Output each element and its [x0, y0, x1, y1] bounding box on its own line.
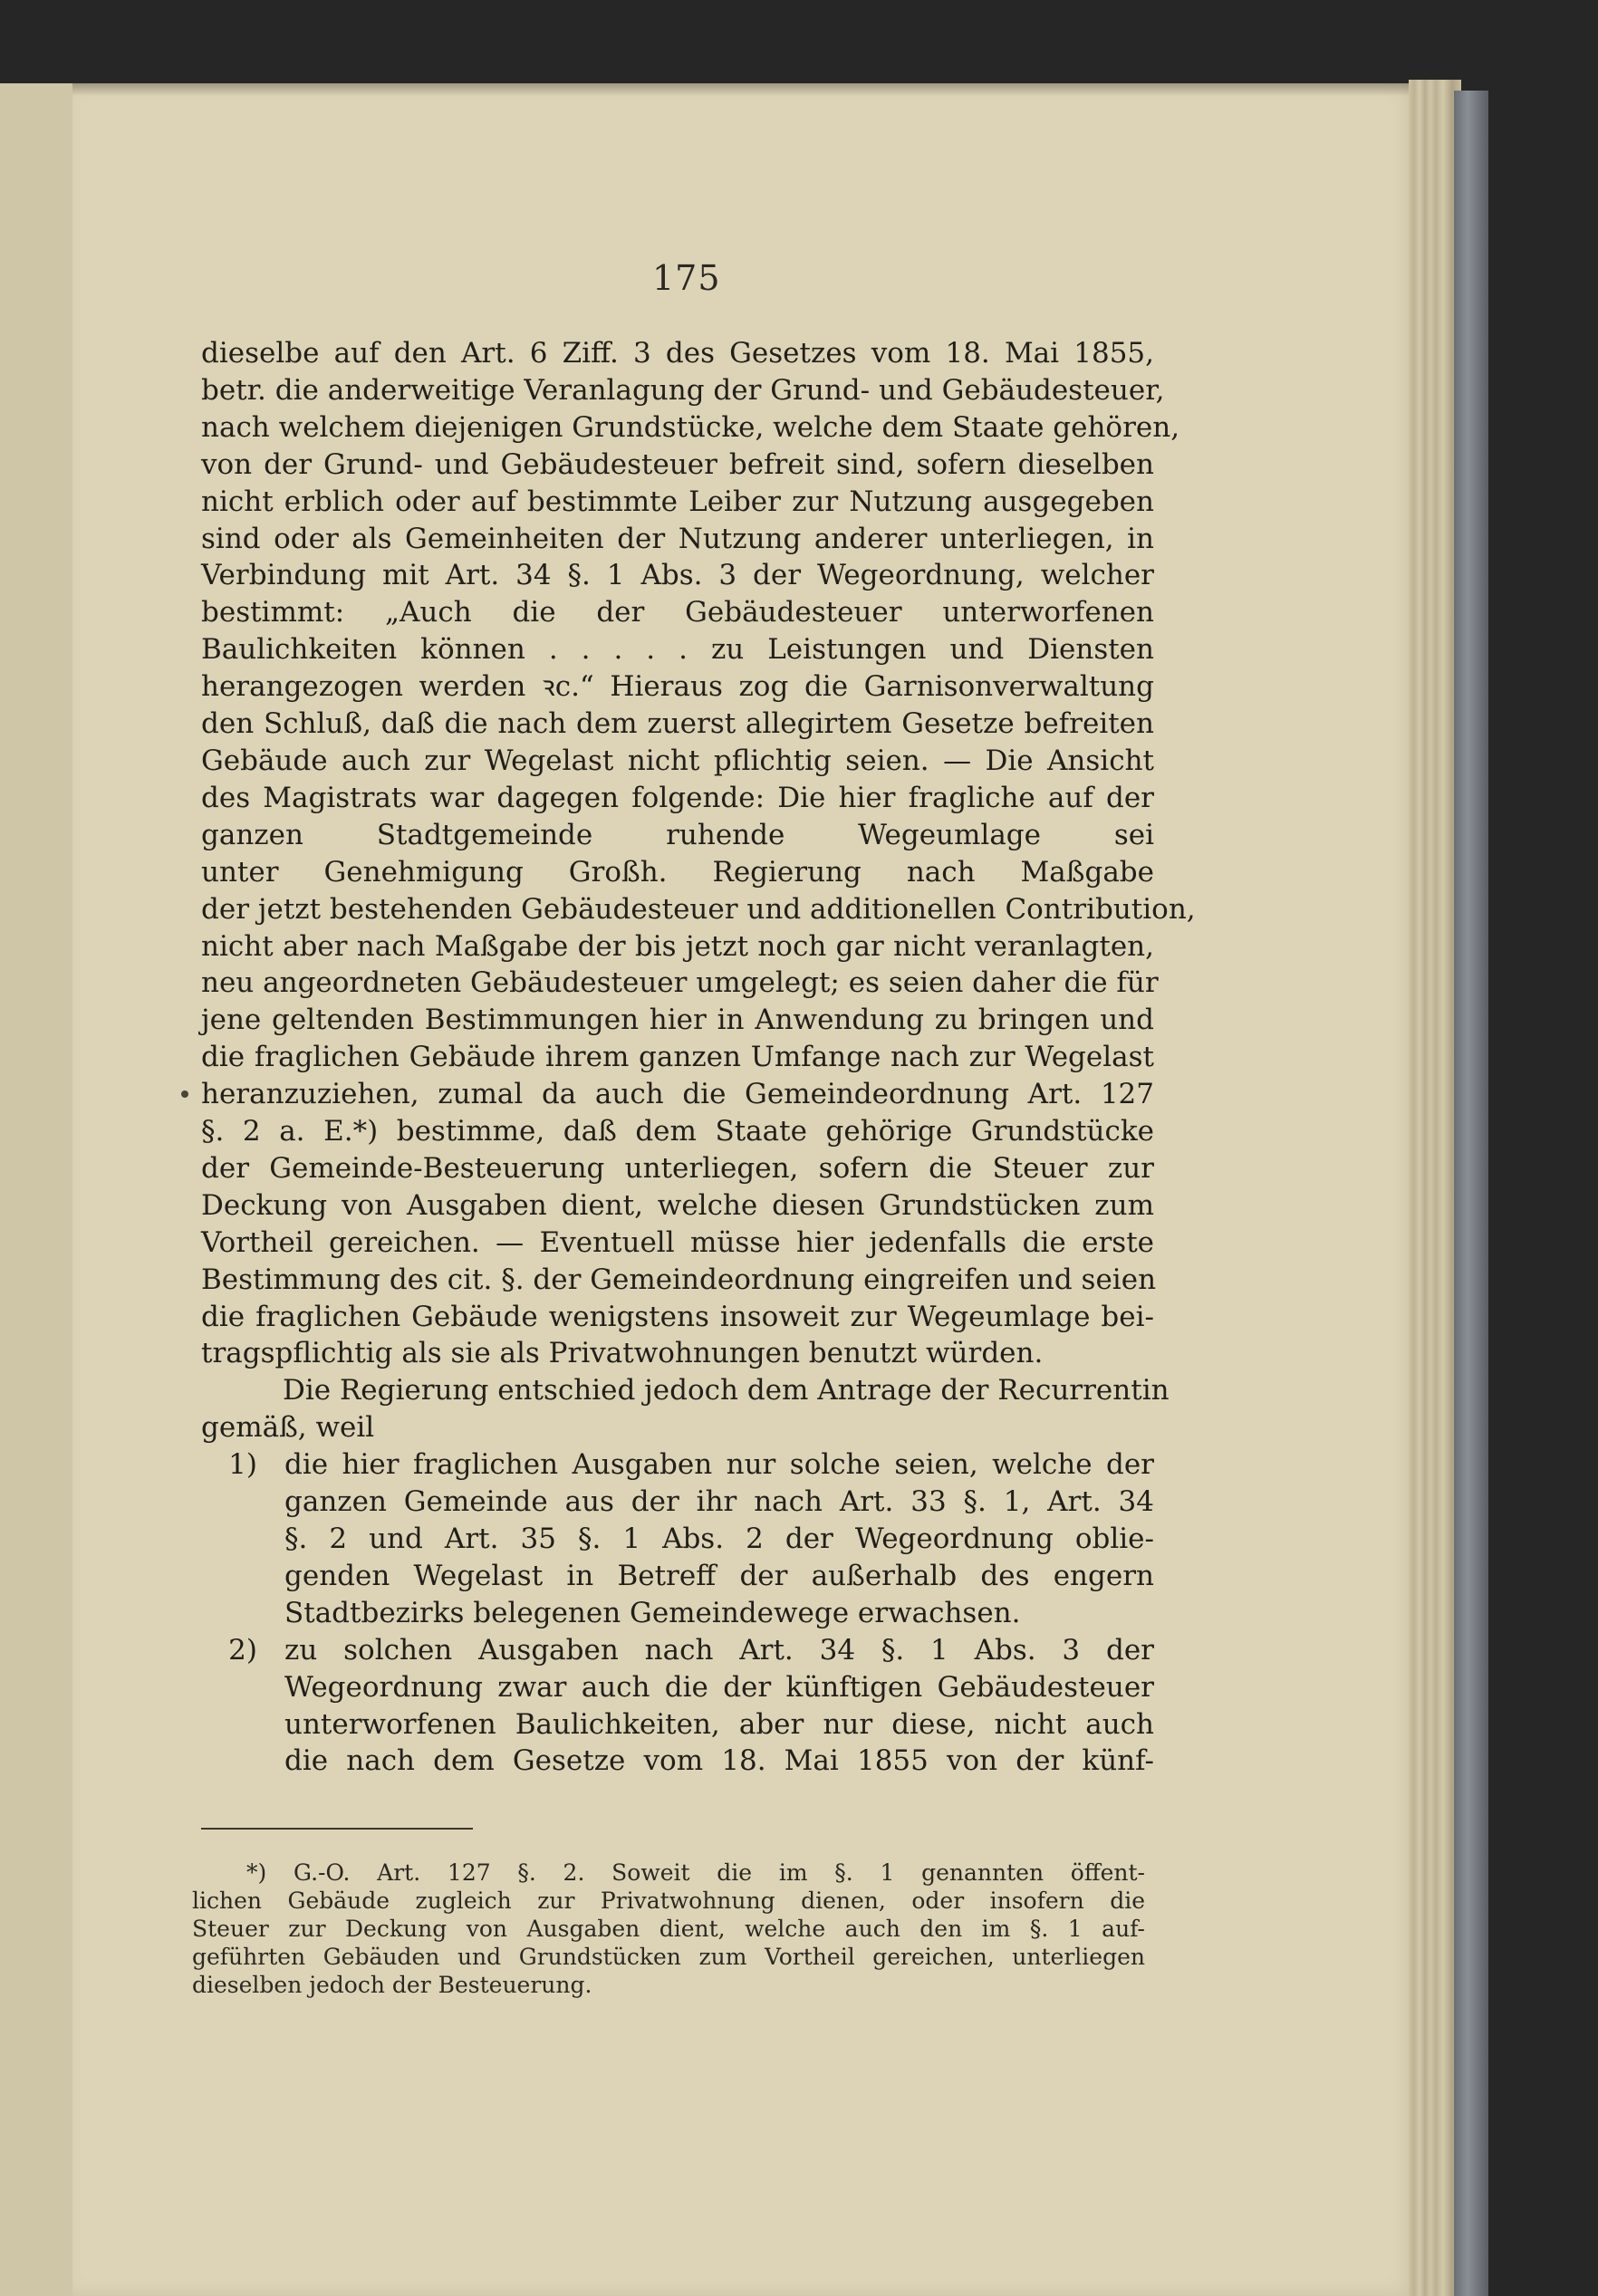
list-line: ganzen Gemeinde aus der ihr nach Art. 33 §. 1, Art. 34 [284, 1485, 1154, 1519]
list-line: die nach dem Gesetze vom 18. Mai 1855 von der künf- [284, 1744, 1154, 1778]
text-line: neu angeordneten Gebäudesteuer umgelegt; es seien daher die für [201, 966, 1159, 1000]
footnote-line: lichen Gebäude zugleich zur Privatwohnung dienen, oder insofern die [192, 1888, 1145, 1914]
text-line: dieselbe auf den Art. 6 Ziff. 3 des Gesetzes vom 18. Mai 1855, [201, 337, 1154, 370]
text-line: von der Grund- und Gebäudesteuer befreit sind, sofern dieselben [201, 447, 1154, 481]
decision-line: Die Regierung entschied jedoch dem Antrage der Recurrentin [283, 1374, 1170, 1407]
text-line: bestimmt: „Auch die der Gebäudesteuer unterworfenen [201, 596, 1154, 629]
left-page-edge [0, 83, 77, 2296]
text-line: Vortheil gereichen. — Eventuell müsse hier jedenfalls die erste [201, 1225, 1154, 1259]
book-cover-edge [1454, 91, 1488, 2296]
text-line: §. 2 a. E.*) bestimme, daß dem Staate gehörige Grundstücke [201, 1115, 1154, 1148]
text-line: nicht erblich oder auf bestimmte Leiber zur Nutzung ausgegeben [201, 485, 1154, 518]
text-line: unter Genehmigung Großh. Regierung nach Maßgabe [201, 855, 1154, 889]
page-number: 175 [652, 258, 721, 298]
text-line: ganzen Stadtgemeinde ruhende Wegeumlage sei [201, 818, 1154, 851]
text-line: Baulichkeiten können . . . . . zu Leistungen und Diensten [201, 633, 1154, 667]
body-text [201, 335, 1196, 1780]
text-line: die fraglichen Gebäude wenigstens insoweit zur Wegeumlage bei- [201, 1300, 1154, 1333]
text-line: heranzuziehen, zumal da auch die Gemeindeordnung Art. 127 [201, 1078, 1154, 1111]
list-marker: 2) [228, 1633, 257, 1667]
page-top-shadow [72, 83, 1458, 96]
text-line: der jetzt bestehenden Gebäudesteuer und additionellen Contribution, [201, 892, 1196, 926]
list-line: zu solchen Ausgaben nach Art. 34 §. 1 Abs. 3 der [284, 1633, 1154, 1667]
text-line: des Magistrats war dagegen folgende: Die hier fragliche auf der [201, 781, 1154, 814]
list-line: unterworfenen Baulichkeiten, aber nur diese, nicht auch [284, 1707, 1154, 1741]
text-line: jene geltenden Bestimmungen hier in Anwendung zu bringen und [201, 1004, 1154, 1037]
footnote-line: geführten Gebäuden und Grundstücken zum Vortheil gereichen, unterliegen [192, 1944, 1145, 1970]
text-line: den Schluß, daß die nach dem zuerst allegirtem Gesetze befreiten [201, 707, 1154, 741]
list-item [201, 1632, 1154, 1781]
footnote [192, 1859, 1145, 1999]
list-line: Wegeordnung zwar auch die der künftigen Gebäudesteuer [284, 1670, 1154, 1704]
footnote-separator [201, 1828, 473, 1830]
text-line: Gebäude auch zur Wegelast nicht pflichtig seien. — Die Ansicht [201, 744, 1154, 777]
list-line: die hier fraglichen Ausgaben nur solche seien, welche der [284, 1448, 1154, 1482]
text-line: der Gemeinde-Besteuerung unterliegen, sofern die Steuer zur [201, 1151, 1154, 1185]
list-line: §. 2 und Art. 35 §. 1 Abs. 2 der Wegeordnung oblie- [284, 1523, 1154, 1555]
footnote-line: Steuer zur Deckung von Ausgaben dient, welche auch den im §. 1 auf- [192, 1916, 1145, 1942]
decision-line: gemäß, weil [201, 1411, 375, 1445]
list-line: Stadtbezirks belegenen Gemeindewege erwachsen. [284, 1596, 1021, 1629]
footnote-line: dieselben jedoch der Besteuerung. [192, 1972, 592, 1998]
list-line: genden Wegelast in Betreff der außerhalb des engern [284, 1559, 1154, 1592]
footnote-line: *) G.-O. Art. 127 §. 2. Soweit die im §. 1 genannten öffent- [246, 1859, 1145, 1886]
text-line: nicht aber nach Maßgabe der bis jetzt noch gar nicht veranlagten, [201, 929, 1154, 963]
text-line: herangezogen werden ꝛc.“ Hieraus zog die Garnisonverwaltung [201, 670, 1154, 704]
text-line: tragspflichtig als sie als Privatwohnungen benutzt würden. [201, 1337, 1044, 1370]
text-line: Verbindung mit Art. 34 §. 1 Abs. 3 der Wegeordnung, welcher [201, 559, 1154, 592]
text-line: sind oder als Gemeinheiten der Nutzung anderer unterliegen, in [201, 522, 1154, 555]
margin-ink-mark [181, 1090, 188, 1098]
text-line: nach welchem diejenigen Grundstücke, welche dem Staate gehören, [201, 410, 1180, 444]
list-marker: 1) [228, 1448, 257, 1482]
text-line: Deckung von Ausgaben dient, welche diesen Grundstücken zum [201, 1188, 1154, 1222]
text-line: betr. die anderweitige Veranlagung der Grund- und Gebäudesteuer, [201, 373, 1165, 407]
text-line: Bestimmung des cit. §. der Gemeindeordnung eingreifen und seien [201, 1263, 1157, 1296]
list-item [201, 1446, 1154, 1632]
text-line: die fraglichen Gebäude ihrem ganzen Umfange nach zur Wegelast [201, 1041, 1154, 1074]
